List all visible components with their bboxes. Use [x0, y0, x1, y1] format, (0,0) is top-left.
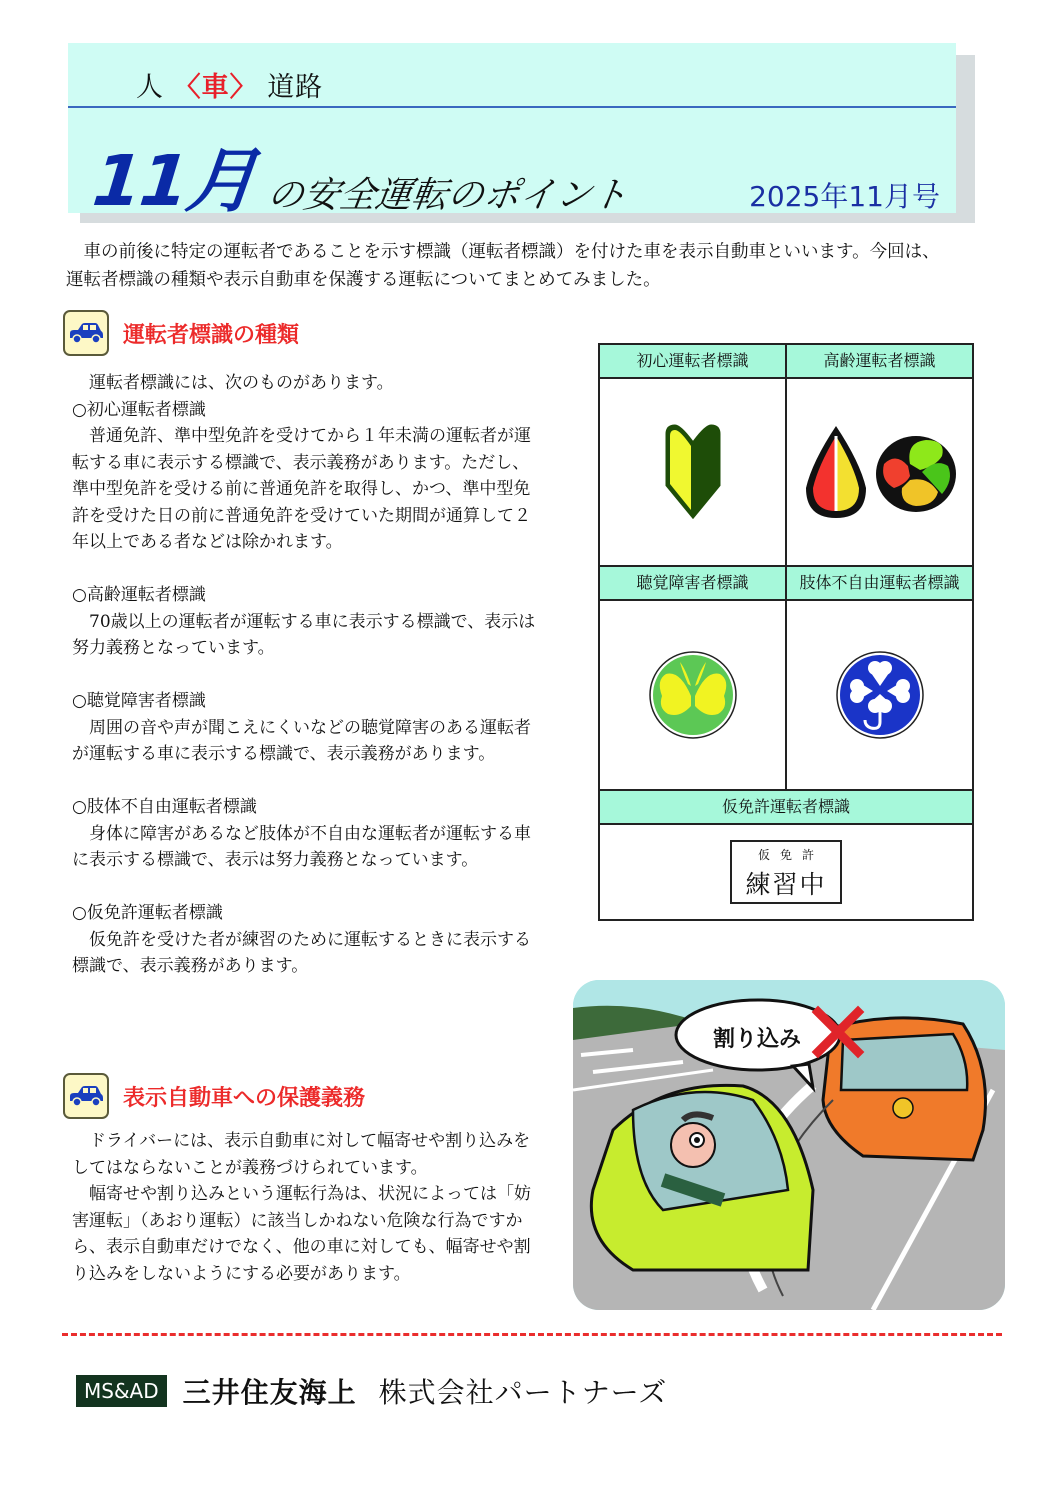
item-heading: ○初心運転者標識 — [72, 399, 206, 420]
paragraph: 幅寄せや割り込みという運転行為は、状況によっては「妨害運転」（あおり運転）に該当しかねない危険な行為ですから、表示自動車だけでなく、他の車に対しても、幅寄せや割り込みをしないようにする必要があります。 — [72, 1184, 531, 1284]
dashed-divider — [62, 1333, 1002, 1336]
header-divider — [68, 106, 956, 108]
hearing-impaired-mark-icon — [648, 650, 738, 740]
company-name-agency: 株式会社パートナーズ — [378, 1376, 668, 1409]
page-title: の安全運転のポイント — [264, 175, 631, 216]
page-header — [68, 43, 956, 222]
section-title: 運転者標識の種類 — [123, 322, 300, 348]
header-kicker — [136, 65, 323, 104]
intro-paragraph — [66, 238, 956, 294]
elderly-mark-icon — [800, 422, 960, 522]
cell-header: 肢体不自由運転者標識 — [787, 567, 972, 601]
item-heading: ○高齢運転者標識 — [72, 585, 206, 605]
item-heading: ○仮免許運転者標識 — [72, 903, 223, 923]
cell-header: 聴覚障害者標識 — [600, 567, 785, 601]
item-text: 仮免許を受けた者が練習のために運転するときに表示する標識で、表示義務があります。 — [72, 929, 531, 976]
item-text: 身体に障害があるなど肢体が不自由な運転者が運転する車に表示する標識で、表示は努力義務となっています。 — [72, 823, 531, 870]
header-month: 11月 — [89, 140, 260, 222]
section-protection-body — [72, 1128, 542, 1287]
plate-big-text: 練習中 — [745, 870, 827, 899]
lead-text: 運転者標識には、次のものがあります。 — [89, 373, 394, 393]
footer — [76, 1371, 667, 1411]
beginner-mark-icon — [661, 422, 725, 522]
section-sign-types-body — [72, 370, 542, 980]
item-heading: ○聴覚障害者標識 — [72, 691, 206, 711]
kicker-person: 人 — [136, 72, 164, 103]
provisional-license-plate — [730, 840, 842, 904]
section-title: 表示自動車への保護義務 — [123, 1085, 366, 1111]
paragraph: ドライバーには、表示自動車に対して幅寄せや割り込みをしてはならないことが義務づけられています。 — [72, 1131, 531, 1178]
item-text: 普通免許、準中型免許を受けてから１年未満の運転者が運転する車に表示する標識で、表示義務があります。ただし、準中型免許を受ける前に普通免許を取得し、かつ、準中型免許を受けた日の前に普通免許を受けていた期間が通算して２年以上である者などは除かれます。 — [72, 426, 531, 552]
kicker-car: 〈車〉 — [173, 72, 258, 103]
car-icon — [63, 310, 109, 356]
intro-text: 車の前後に特定の運転者であることを示す標識（運転者標識）を付けた車を表示自動車といいます。今回は、運転者標識の種類や表示自動車を保護する運転についてまとめてみました。 — [66, 242, 940, 290]
item-heading: ○肢体不自由運転者標識 — [72, 797, 257, 817]
cell-header: 初心運転者標識 — [600, 345, 785, 379]
cutting-in-illustration — [573, 980, 1005, 1310]
cell-hearing — [600, 567, 785, 791]
issue-label: 2025年11月号 — [749, 180, 940, 213]
cell-disabled — [785, 567, 972, 791]
cell-beginner — [600, 345, 785, 567]
driver-signs-table — [598, 343, 974, 921]
item-text: 周囲の音や声が聞こえにくいなどの聴覚障害のある運転者が運転する車に表示する標識で、表示義務があります。 — [72, 717, 531, 764]
car-cutting-in-illustration — [573, 980, 1005, 1310]
section-heading-sign-types — [63, 310, 299, 356]
section-heading-protection — [63, 1073, 365, 1119]
item-text: 70歳以上の運転者が運転する車に表示する標識で、表示は努力義務となっています。 — [72, 611, 536, 658]
cell-header: 仮免許運転者標識 — [600, 791, 972, 825]
plate-small-text: 仮免許 — [757, 848, 824, 862]
cell-provisional — [600, 791, 972, 919]
car-icon — [63, 1073, 109, 1119]
speech-bubble-text: 割り込み — [713, 1027, 802, 1052]
msad-logo: MS&AD — [76, 1375, 167, 1407]
cell-header: 高齢運転者標識 — [787, 345, 972, 379]
cell-elderly — [785, 345, 972, 567]
kicker-road: 道路 — [267, 72, 324, 103]
physically-disabled-mark-icon — [835, 650, 925, 740]
company-name-insurer: 三井住友海上 — [182, 1376, 357, 1409]
